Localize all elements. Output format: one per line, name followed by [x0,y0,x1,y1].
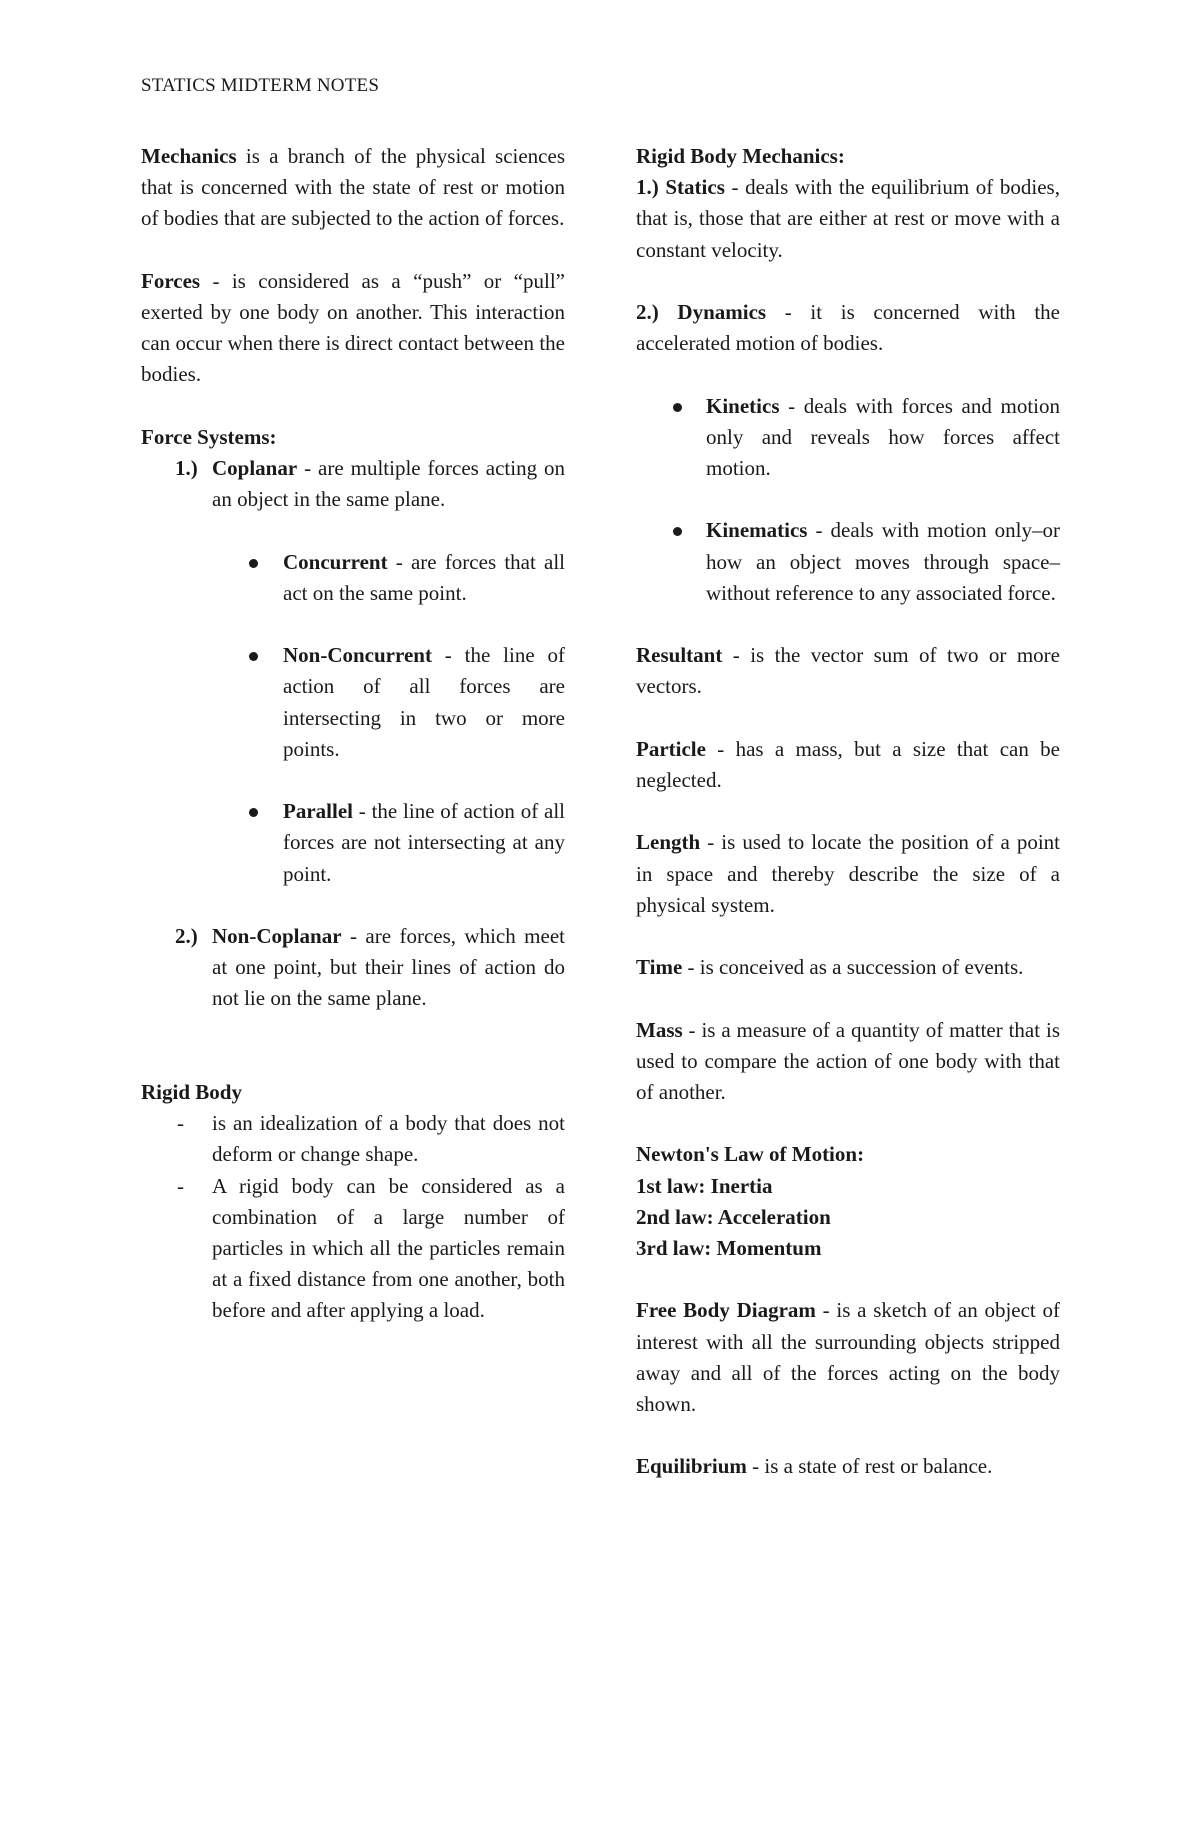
dash-marker: - [177,1173,184,1198]
coplanar-item [141,453,565,515]
mechanics-term: Mechanics [141,144,237,168]
page-title: STATICS MIDTERM NOTES [141,75,380,96]
coplanar-number: 1.) [175,456,198,480]
mass-term: Mass [636,1017,683,1042]
fbd-definition [636,1295,1060,1420]
coplanar-text: - are multiple forces acting on an object in the same plane. [212,456,565,512]
length-text: - is used to locate the position of a point in space and thereby describe the size of a physical system. [636,830,1060,917]
dynamics-term: 2.) Dynamics [636,300,767,324]
concurrent-text: - are forces that all act on the same point. [283,549,565,605]
bullet-icon [249,559,258,568]
bullet-icon [673,527,682,536]
mechanics-text: is a branch of the physical sciences that is concerned with the state of rest or motion of bodies that are subjected to the action of forces. [141,144,565,231]
non-coplanar-term: Non-Coplanar [212,923,342,948]
forces-term: Forces [141,268,201,293]
statics-term: 1.) Statics [636,175,725,200]
rigid-body-heading: Rigid Body [141,1079,242,1104]
bullet-icon [249,808,258,817]
forces-definition [141,266,565,391]
rigid-body-item-2 [141,1171,565,1327]
left-column [141,141,565,1327]
force-systems-heading: Force Systems: [141,424,277,449]
parallel-bullet [141,796,565,890]
particle-term: Particle [636,736,706,761]
fbd-text: - is a sketch of an object of interest with all the surrounding objects stripped away and all of the forces acting on the body shown. [636,1298,1060,1416]
time-term: Time [636,955,683,980]
rigid-body-text-2: A rigid body can be considered as a combination of a large number of particles in which all the particles remain at a fixed distance from one another, both before and after applying a load. [212,1173,565,1323]
rigid-body-mechanics-heading: Rigid Body Mechanics: [636,144,845,168]
kinetics-term: Kinetics [706,393,780,418]
non-coplanar-item [141,921,565,1015]
statics-text: - deals with the equilibrium of bodies, that is, those that are either at rest or move with a constant velocity. [636,175,1060,262]
time-text: - is conceived as a succession of events. [682,955,1024,980]
length-term: Length [636,830,701,855]
concurrent-bullet [141,547,565,609]
dash-marker: - [177,1111,184,1136]
rigid-body-text-1: is an idealization of a body that does not deform or change shape. [212,1111,565,1167]
kinematics-bullet [636,515,1060,609]
resultant-term: Resultant [636,643,723,668]
dynamics-text: - it is concerned with the accelerated motion of bodies. [636,300,1060,356]
newton-heading: Newton's Law of Motion: [636,1142,865,1167]
mass-definition [636,1015,1060,1109]
bullet-icon [673,403,682,412]
equilibrium-term: Equilibrium [636,1454,747,1479]
particle-definition [636,734,1060,796]
bullet-icon [249,652,258,661]
length-definition [636,827,1060,921]
dynamics-definition [636,297,1060,359]
non-concurrent-bullet [141,640,565,765]
kinematics-term: Kinematics [706,518,808,543]
kinetics-text: - deals with forces and motion only and reveals how forces affect motion. [706,393,1060,480]
mechanics-definition [141,141,565,235]
coplanar-term: Coplanar [212,456,298,480]
forces-text: - is considered as a “push” or “pull” exerted by one body on another. This interaction can occur when there is direct contact between the bodies. [141,268,565,387]
particle-text: - has a mass, but a size that can be neglected. [636,736,1060,792]
kinetics-bullet [636,391,1060,485]
equilibrium-definition [636,1451,1060,1482]
statics-definition [636,172,1060,266]
resultant-definition [636,640,1060,702]
kinematics-text: - deals with motion only–or how an object moves through space–without reference to any associated force. [706,518,1060,605]
rigid-body-item-1 [141,1108,565,1170]
non-coplanar-text: - are forces, which meet at one point, but their lines of action do not lie on the same plane. [212,923,565,1011]
equilibrium-text: - is a state of rest or balance. [746,1454,993,1479]
resultant-text: - is the vector sum of two or more vectors. [636,643,1060,699]
non-concurrent-text: - the line of action of all forces are intersecting in two or more points. [283,643,565,761]
fbd-term: Free Body Diagram [636,1298,816,1323]
non-coplanar-number: 2.) [175,923,198,948]
time-definition [636,952,1060,983]
non-concurrent-term: Non-Concurrent [283,643,432,668]
right-column [636,141,1060,1483]
newton-law-3: 3rd law: Momentum [636,1235,822,1260]
newton-law-1: 1st law: Inertia [636,1173,773,1198]
mass-text: - is a measure of a quantity of matter that is used to compare the action of one body with that of another. [636,1017,1060,1104]
parallel-text: - the line of action of all forces are not intersecting at any point. [283,799,565,886]
concurrent-term: Concurrent [283,549,388,574]
newton-law-2: 2nd law: Acceleration [636,1204,831,1229]
parallel-term: Parallel [283,799,353,824]
